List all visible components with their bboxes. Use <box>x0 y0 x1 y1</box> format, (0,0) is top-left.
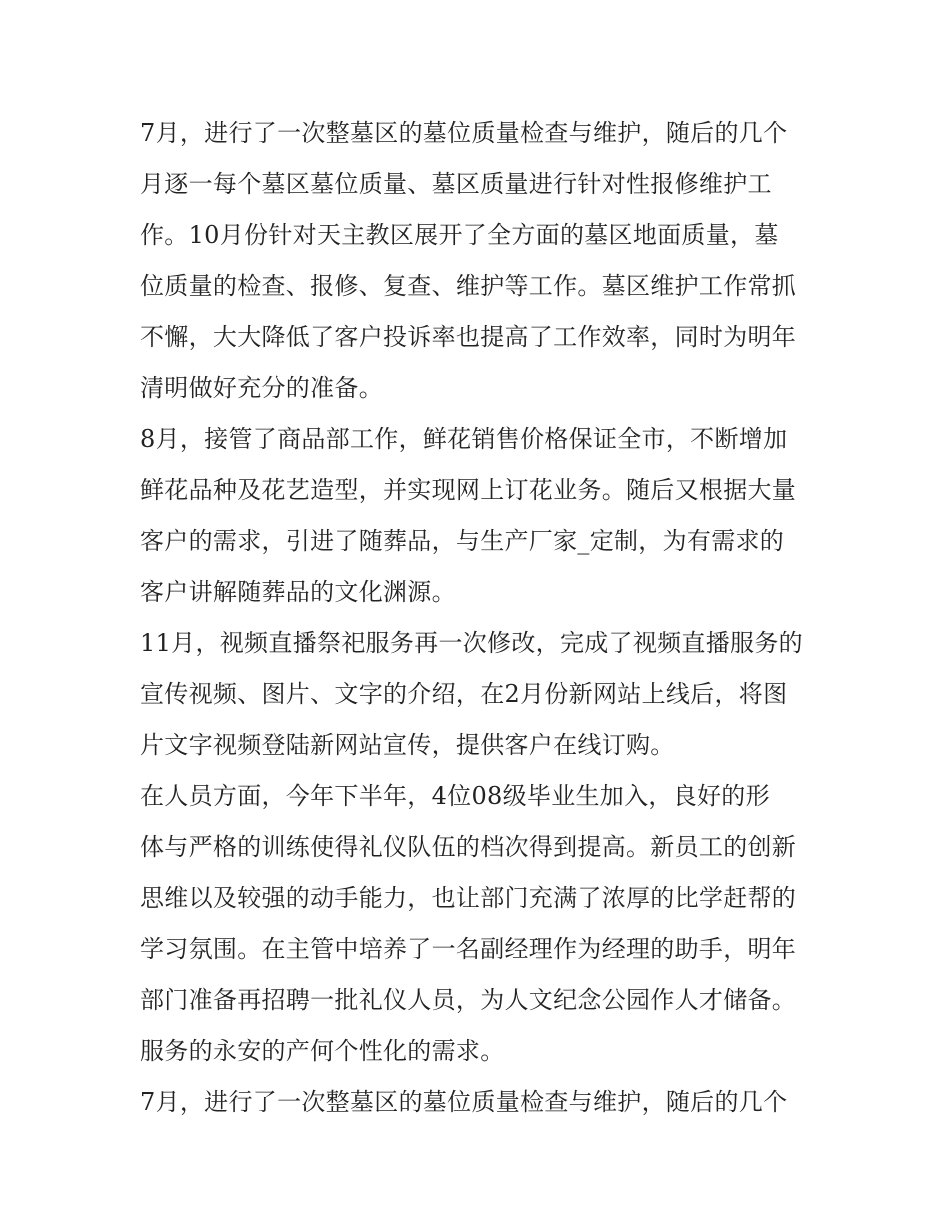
text-line: 8月，接管了商品部工作，鲜花销售价格保证全市，不断增加 <box>140 425 788 453</box>
text-line: 7月，进行了一次整墓区的墓位质量检查与维护，随后的几个 <box>140 119 788 147</box>
text-line: 宣传视频、图片、文字的介绍，在2月份新网站上线后，将图 <box>140 680 788 708</box>
text-line: 位质量的检查、报修、复查、维护等工作。墓区维护工作常抓 <box>140 272 797 300</box>
text-line: 在人员方面，今年下半年，4位08级毕业生加入，良好的形 <box>140 782 770 810</box>
text-line: 7月，进行了一次整墓区的墓位质量检查与维护，随后的几个 <box>140 1088 788 1116</box>
text-line: 不懈，大大降低了客户投诉率也提高了工作效率，同时为明年 <box>140 323 797 351</box>
text-line: 11月，视频直播祭祀服务再一次修改，完成了视频直播服务的 <box>140 629 803 657</box>
text-line: 月逐一每个墓区墓位质量、墓区质量进行针对性报修维护工 <box>140 170 772 198</box>
paragraph-personnel <box>140 771 820 1077</box>
text-line: 部门准备再招聘一批礼仪人员，为人文纪念公园作人才储备。 <box>140 986 797 1014</box>
document-body <box>140 108 820 1128</box>
text-line: 作。10月份针对天主教区展开了全方面的墓区地面质量，墓 <box>140 221 779 249</box>
text-line: 片文字视频登陆新网站宣传，提供客户在线订购。 <box>140 731 675 759</box>
text-line: 体与严格的训练使得礼仪队伍的档次得到提高。新员工的创新 <box>140 833 797 861</box>
paragraph-goods-department <box>140 414 820 618</box>
text-line: 客户讲解随葬品的文化渊源。 <box>140 578 456 606</box>
paragraph-video-service <box>140 618 820 771</box>
paragraph-cemetery-maintenance <box>140 108 820 414</box>
paragraph-repeated-intro <box>140 1077 820 1128</box>
text-line: 学习氛围。在主管中培养了一名副经理作为经理的助手，明年 <box>140 935 797 963</box>
text-line: 思维以及较强的动手能力，也让部门充满了浓厚的比学赶帮的 <box>140 884 797 912</box>
text-line: 客户的需求，引进了随葬品，与生产厂家_定制，为有需求的 <box>140 527 785 555</box>
text-line: 鲜花品种及花艺造型，并实现网上订花业务。随后又根据大量 <box>140 476 797 504</box>
text-line: 清明做好充分的准备。 <box>140 374 383 402</box>
text-line: 服务的永安的产何个性化的需求。 <box>140 1037 505 1065</box>
